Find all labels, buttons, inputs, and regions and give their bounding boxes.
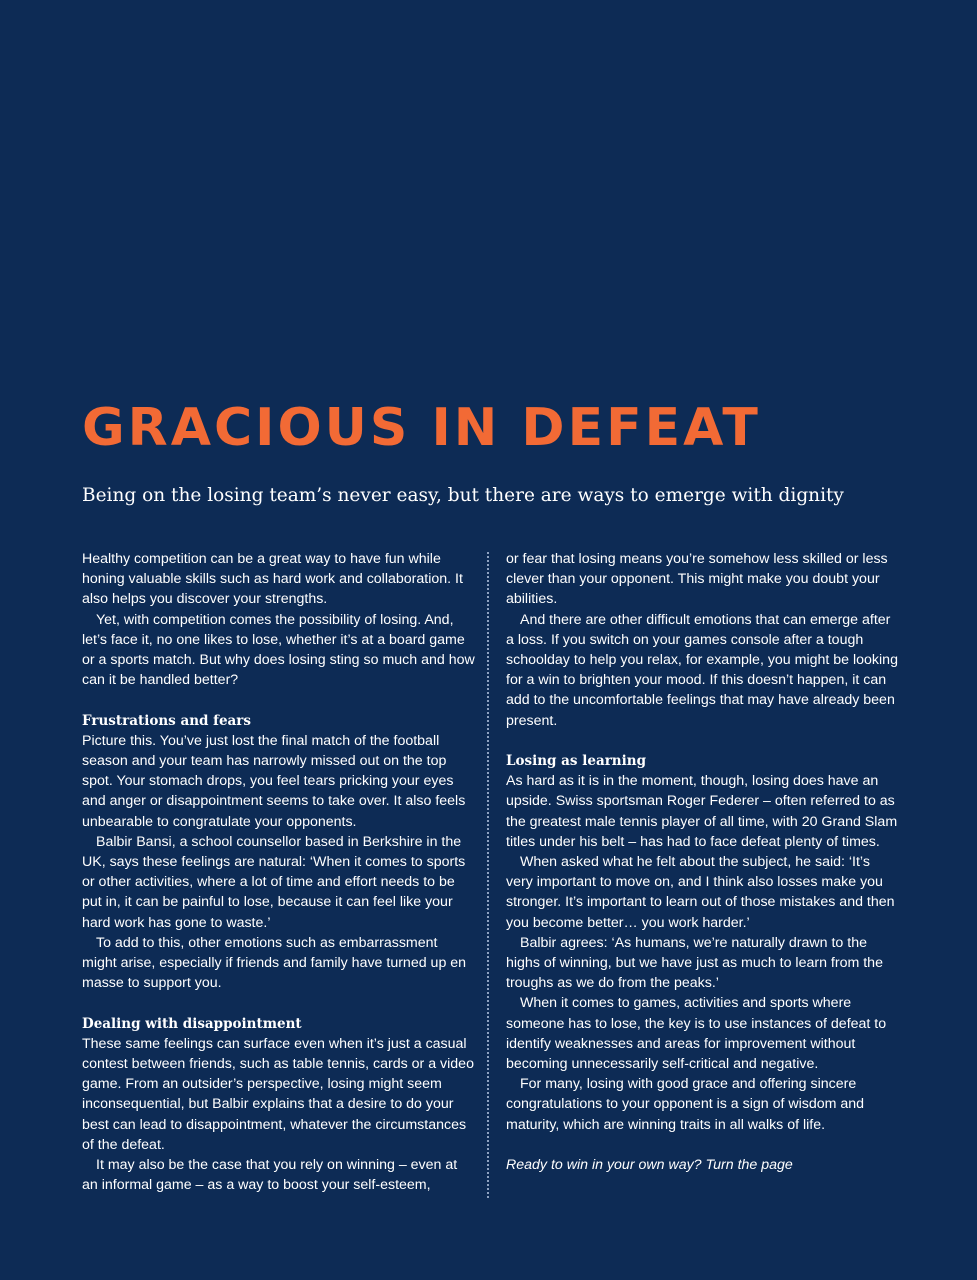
section-heading-frustrations: Frustrations and fears	[82, 712, 252, 729]
left-column	[82, 549, 476, 1195]
column-divider	[487, 552, 489, 1198]
right-column	[506, 549, 900, 1175]
body-paragraph: Picture this. You’ve just lost the final match of the football season and your team has narrowly missed out on the top spot. Your stomach drops, you feel tears pricking your eyes and anger or disappointment seems to take over. It also feels unbearable to congratulate your opponents.	[82, 732, 466, 830]
body-paragraph: When asked what he felt about the subject, he said: ‘It’s very important to move on, and I think also losses make you stronger. It’s important to learn out of those mistakes and then you become better… you work harder.’	[506, 854, 895, 931]
body-paragraph: Balbir Bansi, a school counsellor based in Berkshire in the UK, says these feelings are natural: ‘When it comes to sports or other activities, where a lot of time and effort needs to be put in, it can be painful to lose, because it can feel like your hard work has gone to waste.’	[82, 833, 466, 931]
body-paragraph: Balbir agrees: ‘As humans, we’re naturally drawn to the highs of winning, but we have just as much to learn from the troughs as we do from the peaks.’	[506, 934, 883, 992]
body-paragraph: As hard as it is in the moment, though, losing does have an upside. Swiss sportsman Roger Federer – often referred to as the greatest male tennis player of all time, with 20 Grand Slam titles under his belt – has had to face defeat plenty of times.	[506, 773, 898, 850]
article-title: GRACIOUS IN DEFEAT	[82, 398, 761, 458]
body-paragraph: To add to this, other emotions such as embarrassment might arise, especially if friends and family have turned up en masse to support you.	[82, 934, 467, 992]
body-paragraph: or fear that losing means you’re somehow less skilled or less clever than your opponent. This might make you doubt your abilities.	[506, 551, 888, 608]
body-paragraph: When it comes to games, activities and sports where someone has to lose, the key is to use instances of defeat to identify weaknesses and areas for improvement without becoming unnecessarily self-critical and negative.	[506, 995, 887, 1073]
section-heading-disappointment: Dealing with disappointment	[82, 1015, 302, 1032]
article-standfirst: Being on the losing team’s never easy, but there are ways to emerge with dignity	[82, 485, 844, 506]
intro-paragraph: Healthy competition can be a great way to have fun while honing valuable skills such as hard work and collaboration. It also helps you discover your strengths.	[82, 551, 463, 608]
turn-page-prompt: Ready to win in your own way? Turn the page	[506, 1157, 793, 1174]
body-paragraph: And there are other difficult emotions that can emerge after a loss. If you switch on your games console after a tough schoolday to help you relax, for example, you might be looking for a win to brighten your mood. If this doesn’t happen, it can add to the uncomfortable feelings that may have already been present.	[506, 611, 898, 729]
body-paragraph: These same feelings can surface even when it’s just a casual contest between friends, such as table tennis, cards or a video game. From an outsider’s perspective, losing might seem inconsequential, but Balbir explains that a desire to do your best can lead to disappointment, whatever the circumstances of the defeat.	[82, 1035, 474, 1153]
body-paragraph: It may also be the case that you rely on winning – even at an informal game – as a way to boost your self-esteem,	[82, 1157, 458, 1194]
body-paragraph: For many, losing with good grace and offering sincere congratulations to your opponent is a sign of wisdom and maturity, which are winning traits in all walks of life.	[506, 1076, 865, 1133]
intro-paragraph: Yet, with competition comes the possibility of losing. And, let’s face it, no one likes to lose, whether it’s at a board game or a sports match. But why does losing sting so much and how can it be handled better?	[82, 611, 475, 689]
section-heading-learning: Losing as learning	[506, 753, 647, 770]
